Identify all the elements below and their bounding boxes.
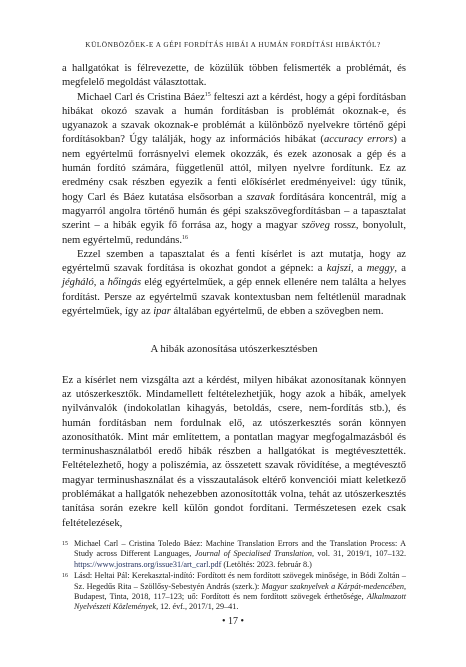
footnote-ref-15[interactable]: 15 xyxy=(204,91,211,98)
footnote-16: 16 Lásd: Heltai Pál: Kerekasztal-indító: Fordított és nem fordított szövegek minősége, in Bódi Zoltán – Sz. Hegedűs Rita – Szöllősy-Sebestyén András (szerk.): Magyar szaknyelvek a Kárpát-medencében, Budapest, Tinta, 2018, 117–123; uő: Fordított és nem fordított szövegek érthetősége, Alkalmazott Nyelvészeti Közlemények, 12. évf., 2017/1, 29–41. xyxy=(62,571,406,612)
section-heading: A hibák azonosítása utószerkesztésben xyxy=(150,343,318,356)
footnote-ref-16[interactable]: 16 xyxy=(182,234,189,241)
footnotes xyxy=(62,539,406,614)
main-text xyxy=(62,62,406,531)
paragraph-error-identification: Ez a kísérlet nem vizsgálta azt a kérdést, milyen hibákat azonosítanak könnyen az utószerkesztők. Mindamellett feltételezhetjük, hogy azok a hibák, amelyek nyilvánvalók (indokolatlan kihagyás, betoldás, csere, nem-fordítás stb.), és humán fordításban nem fordulnak elő, az utószerkesztés során könnyen azonosíthatók. Mint már említettem, a pontatlan magyar megfogalmazásból és terminushasználatból eredő hibák részben a hallgatókat is megtévesztették. Feltételezhető, hogy a poliszémia, az összetett szavak rövidítése, a megtévesztő magyar terminushasználat és a visszautalások eltérő konvenciói miatt keletkező problémákat a hallgatók nehezebben azonosították volna, tehát az utószerkesztés tanítása során ezekre kell külön gondot fordítani. Természetesen ezek csak feltételezések, xyxy=(62,374,406,529)
running-head: KÜLÖNBÖZŐEK-E A GÉPI FORDÍTÁS HIBÁI A HUMÁN FORDÍTÁSI HIBÁKTÓL? xyxy=(85,40,381,49)
paragraph-continuation: a hallgatókat is félrevezette, de közülük többen felismerték a problémát, és megfelelő megoldást választottak. xyxy=(62,63,406,89)
footnote-15: 15 Michael Carl – Cristina Toledo Báez: Machine Translation Errors and the Translation Process: A Study across Different Languages, Journal of Specialised Translation, vol. 31, 2019/1, 107–132. https://www.jostrans.org/issue31/art_carl.pdf (Letöltés: 2023. február 8.) xyxy=(62,539,406,569)
page-number: • 17 • xyxy=(221,616,244,627)
paragraph-carl-baez: Michael Carl és Cristina Báez$^{15}$ felteszi azt a kérdést, hogy a gépi fordításban hibákat okozó szavak a humán fordításban is problémát okoznak-e, és ugyanazok a szavak okoznak-e problémát a különböző nyelvekre történő gépi fordításokban? Úgy találják, hogy az információs hibákat (accuracy errors) a nem egyértelmű forrásnyelvi elemek okozzák, és ezek azonosak a gép és a humán fordító számára, függetlenül attól, milyen nyelvre fordítunk. Ez az eredmény csak részben egyezik a fenti előkísérlet eredményeivel: úgy tűnik, hogy Carl és Báez kutatása elsősorban a szavak fordítására koncentrál, míg a magyarról angolra történő humán és gépi szakszövegfordításban – a tapasztalat szerint – a hibák egyik fő forrása az, hogy a magyar szöveg rossz, bonyolult, nem egyértelmű, redundáns.$^{16}$ xyxy=(62,91,406,246)
footnote-number: 16 xyxy=(62,573,68,580)
footnote-number: 15 xyxy=(62,541,68,547)
footnote-link[interactable]: https://www.jostrans.org/issue31/art_carl.pdf xyxy=(74,559,222,569)
paragraph-unambiguous-words: Ezzel szemben a tapasztalat és a fenti kísérlet is azt mutatja, hogy az egyértelmű szavak fordítása is okozhat gondot a gépnek: a kajszi, a meggy, a jégháló, a hőingás elég egyértelműek, a gép ennek ellenére nem találta a helyes fordítást. Persze az egyértelmű szavak kontextusban nem feltétlenül maradnak egyértelműek, így az ipar általában egyértelmű, de ebben a szövegben nem. xyxy=(62,248,407,318)
